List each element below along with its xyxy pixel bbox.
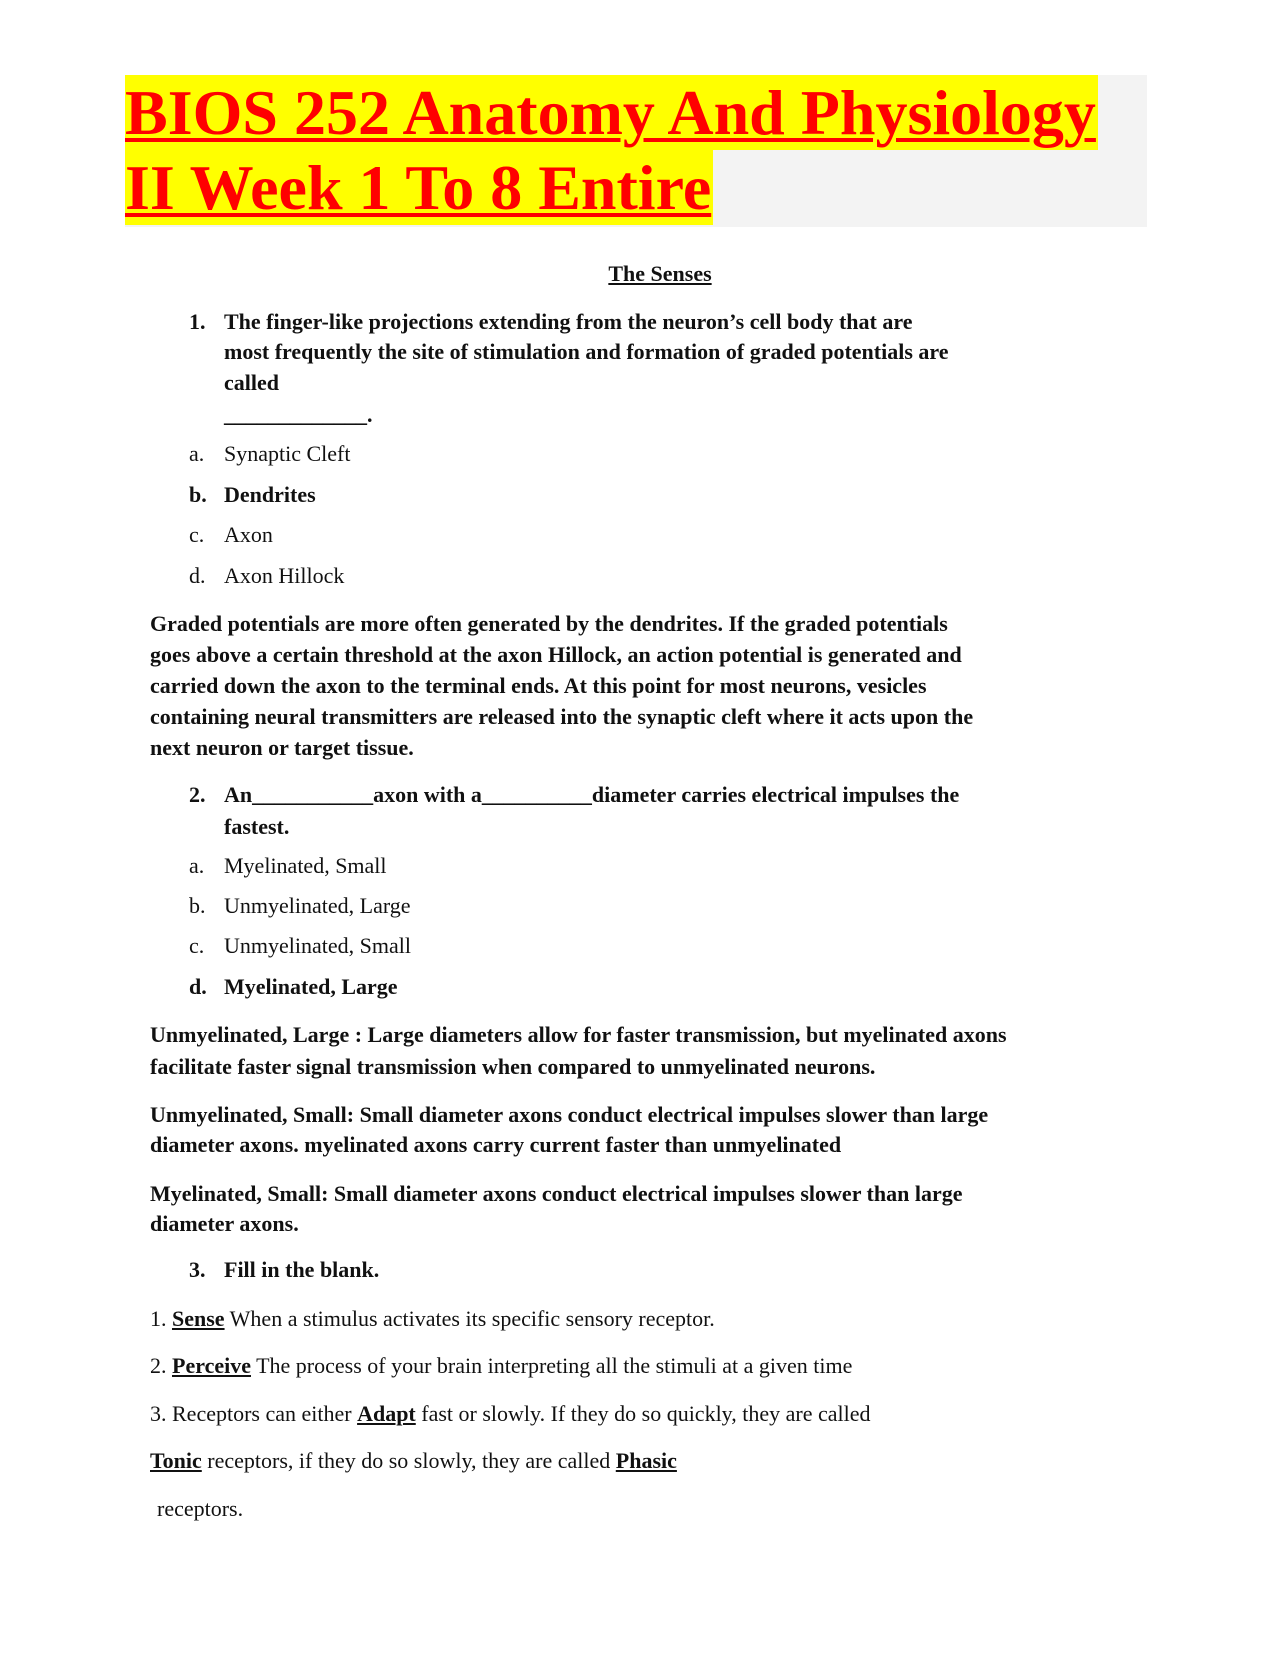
question-1-blank: _____________. — [224, 402, 373, 427]
option-letter: b. — [189, 482, 207, 507]
option-text: Unmyelinated, Small — [224, 933, 411, 958]
section-heading: The Senses — [608, 261, 712, 286]
question-1-line: most frequently the site of stimulation and formation of graded potentials are — [224, 339, 949, 364]
option-letter: d. — [189, 563, 206, 588]
option-text: Synaptic Cleft — [224, 441, 351, 466]
document-title — [125, 75, 1098, 225]
option-text: Axon Hillock — [224, 563, 345, 588]
explanation-line: diameter axons. myelinated axons carry current faster than unmyelinated — [150, 1132, 842, 1157]
fill-rest: receptors, if they do so slowly, they are called — [201, 1448, 616, 1473]
option-letter: d. — [189, 974, 207, 999]
fill-answer: Sense — [172, 1306, 225, 1331]
fill-answer: Tonic — [150, 1448, 202, 1473]
question-1-line: called — [224, 370, 279, 395]
explanation-line: facilitate faster signal transmission when compared to unmyelinated neurons. — [150, 1054, 876, 1079]
question-3-number: 3. — [189, 1257, 206, 1282]
fill-rest: When a stimulus activates its specific sensory receptor. — [224, 1306, 715, 1331]
question-1-number: 1. — [189, 309, 206, 334]
option-letter: c. — [189, 522, 205, 547]
fill-prefix: 3. Receptors can either — [150, 1401, 358, 1426]
fill-answer: Phasic — [615, 1448, 677, 1473]
fill-item — [150, 1398, 871, 1429]
question-1-line: The finger-like projections extending from the neuron’s cell body that are — [224, 309, 913, 334]
explanation-line: Unmyelinated, Small: Small diameter axons conduct electrical impulses slower than large — [150, 1102, 989, 1127]
option-letter: c. — [189, 933, 205, 958]
question-3-prompt: Fill in the blank. — [224, 1257, 380, 1282]
title-line-2: II Week 1 To 8 Entire — [125, 152, 712, 223]
explanation-line: Myelinated, Small: Small diameter axons conduct electrical impulses slower than large — [150, 1181, 963, 1206]
option-letter: a. — [189, 853, 205, 878]
explanation-line: carried down the axon to the terminal ends. At this point for most neurons, vesicles — [150, 673, 927, 698]
option-text-correct: Myelinated, Large — [224, 974, 398, 999]
option-text: Unmyelinated, Large — [224, 893, 411, 918]
fill-answer: Perceive — [172, 1353, 251, 1378]
fill-prefix: 2. — [150, 1353, 172, 1378]
fill-item-end: receptors. — [157, 1496, 244, 1521]
option-text: Myelinated, Small — [224, 853, 387, 878]
explanation-line: goes above a certain threshold at the axon Hillock, an action potential is generated and — [150, 642, 962, 667]
fill-rest: The process of your brain interpreting all the stimuli at a given time — [250, 1353, 853, 1378]
explanation-line: Graded potentials are more often generated by the dendrites. If the graded potentials — [150, 611, 948, 636]
option-text: Axon — [224, 522, 273, 547]
option-text-correct: Dendrites — [224, 482, 316, 507]
question-2-line: fastest. — [224, 814, 290, 839]
option-letter: a. — [189, 441, 205, 466]
explanation-line: Unmyelinated, Large : Large diameters allow for faster transmission, but myelinated axons — [150, 1022, 1007, 1047]
fill-item — [150, 1303, 715, 1334]
fill-rest: fast or slowly. If they do so quickly, they are called — [415, 1401, 871, 1426]
title-line-1: BIOS 252 Anatomy And Physiology — [125, 77, 1096, 148]
fill-item-continued — [150, 1445, 677, 1476]
explanation-line: containing neural transmitters are released into the synaptic cleft where it acts upon the — [150, 704, 974, 729]
fill-item — [150, 1350, 852, 1381]
explanation-line: next neuron or target tissue. — [150, 735, 414, 760]
fill-prefix: 1. — [150, 1306, 172, 1331]
fill-answer: Adapt — [357, 1401, 416, 1426]
option-letter: b. — [189, 893, 206, 918]
question-2-number: 2. — [189, 782, 206, 807]
question-2-line: An___________axon with a__________diameter carries electrical impulses the — [224, 782, 960, 807]
explanation-line: diameter axons. — [150, 1211, 299, 1236]
